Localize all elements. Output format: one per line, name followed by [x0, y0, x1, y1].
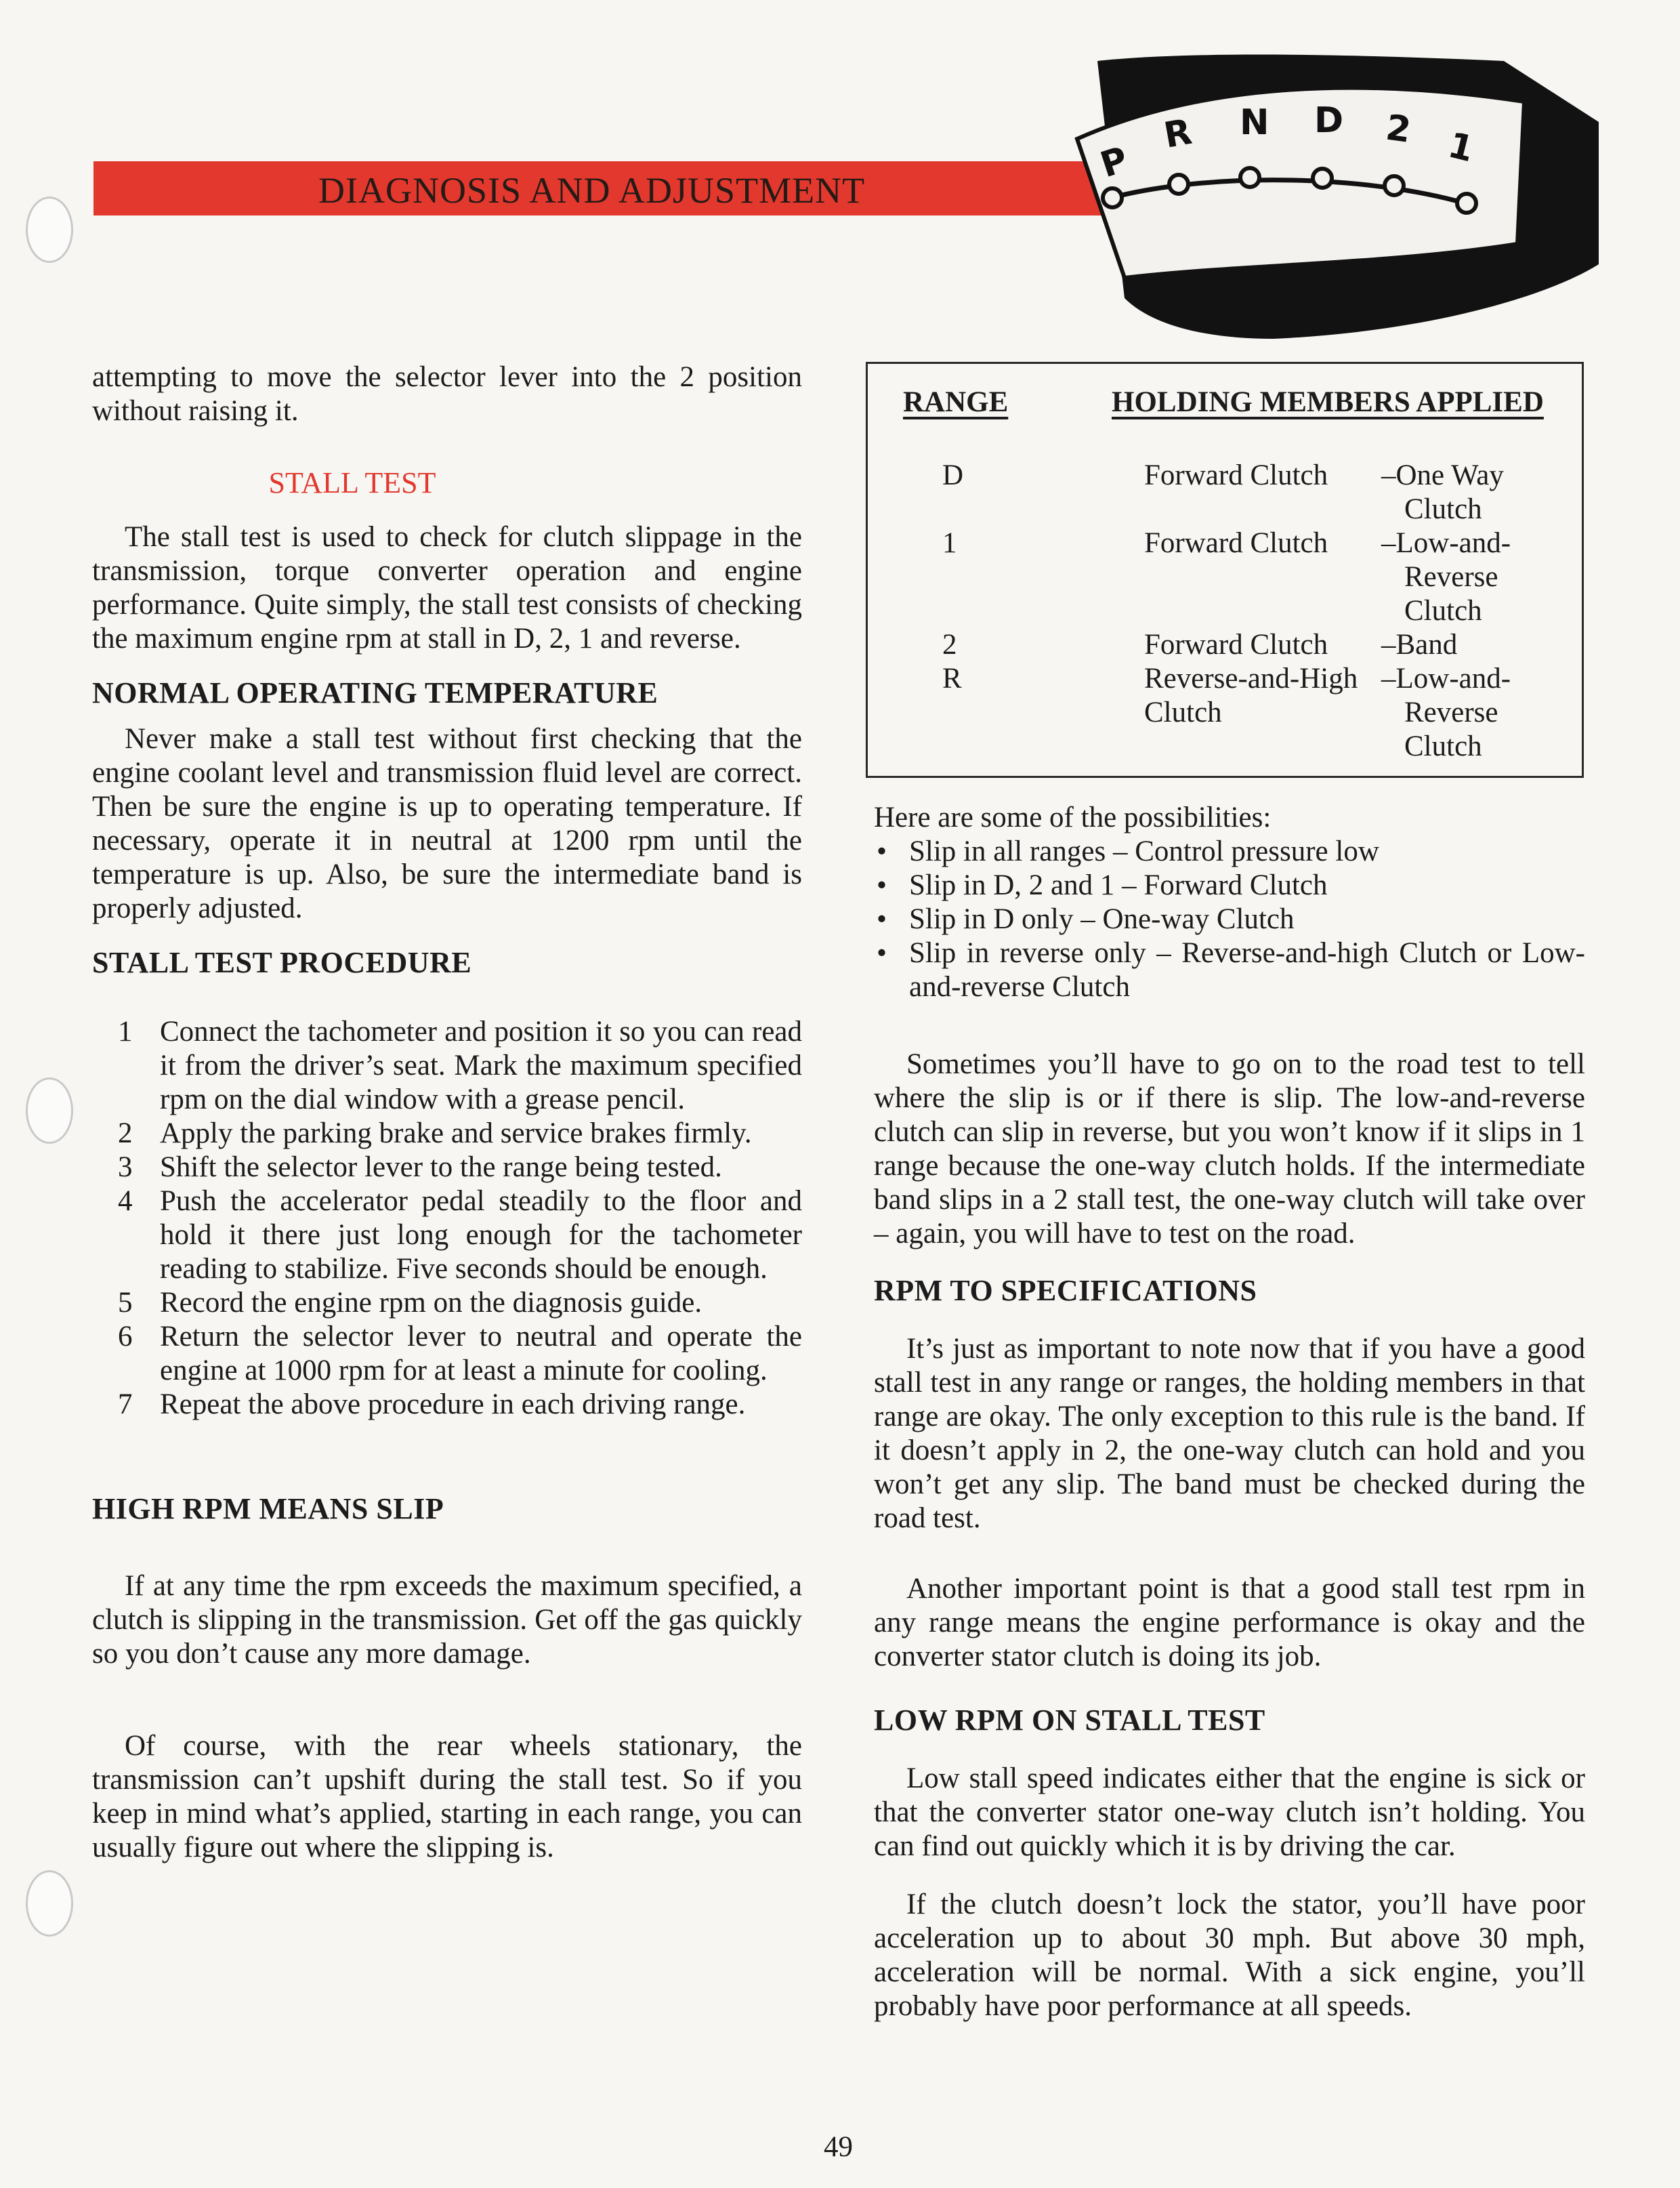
- procedure-step: 4 Push the accelerator pedal steadily to the floor and hold it there just long enough for the tachometer reading to stabilize. Five seconds should be enough.: [118, 1185, 802, 1285]
- possibilities-list: [874, 835, 1585, 1004]
- high-rpm-paragraph: If at any time the rpm exceeds the maximum specified, a clutch is slipping in the transmission. Get off the gas quickly so you don’t cause any more damage.: [92, 1570, 802, 1670]
- list-item: • Slip in all ranges – Control pressure low: [877, 835, 1379, 867]
- rear-wheels-paragraph: Of course, with the rear wheels stationary, the transmission can’t upshift during the stall test. So if you keep in mind what’s applied, starting in each range, you can usually figure out where the slipping is.: [92, 1730, 802, 1863]
- binder-hole-middle: [26, 1077, 73, 1144]
- selector-letter-p: P: [1095, 139, 1133, 186]
- right-column: [874, 801, 1585, 2023]
- holding-members-table: [866, 362, 1584, 778]
- table-cell-range: D: [942, 459, 964, 491]
- selector-letter-1: 1: [1444, 125, 1478, 171]
- table-header-range: RANGE: [903, 386, 1009, 418]
- table-cell-member: Forward Clutch: [1144, 527, 1328, 559]
- procedure-step: 2 Apply the parking brake and service brakes firmly.: [118, 1117, 752, 1149]
- normal-temp-paragraph: Never make a stall test without first checking that the engine coolant level and transmission fluid level are correct. Then be sure the engine is up to operating temperature. If necessary, operate it in neutral at 1200 rpm until the temperature is up. Also, be sure the intermediate band is properly adjusted.: [92, 723, 802, 924]
- list-item: • Slip in reverse only – Reverse-and-high Clutch or Low-and-reverse Clutch: [877, 937, 1585, 1003]
- binder-hole-top: [26, 197, 73, 263]
- table-cell-other: Reverse: [1404, 561, 1498, 593]
- procedure-step: 5 Record the engine rpm on the diagnosis guide.: [118, 1287, 702, 1319]
- gear-selector-illustration: [1070, 41, 1605, 352]
- table-cell-member: Forward Clutch: [1144, 459, 1328, 491]
- table-cell-other: –Band: [1381, 629, 1458, 661]
- stall-test-heading: STALL TEST: [268, 466, 436, 499]
- table-cell-member: Clutch: [1144, 697, 1222, 728]
- selector-letter-d: D: [1314, 100, 1344, 141]
- table-cell-other: Clutch: [1404, 595, 1482, 627]
- rpm-spec-paragraph: It’s just as important to note now that if you have a good stall test in any range or ranges, the holding members in that range are okay. The only exception to this rule is the band. If it doesn’t apply in 2, the one-way clutch can hold and you won’t get any slip. The band must be checked during the road test.: [874, 1333, 1585, 1534]
- procedure-step: 3 Shift the selector lever to the range being tested.: [118, 1151, 722, 1183]
- procedure-steps: [92, 1015, 802, 1422]
- list-item: • Slip in D only – One-way Clutch: [877, 903, 1295, 935]
- low-rpm-paragraph: Low stall speed indicates either that the engine is sick or that the converter stator one-way clutch isn’t holding. You can find out quickly which it is by driving the car.: [874, 1762, 1585, 1862]
- procedure-step: 7 Repeat the above procedure in each driving range.: [118, 1388, 746, 1420]
- page-number: 49: [824, 2131, 853, 2163]
- table-cell-other: Clutch: [1404, 730, 1482, 762]
- high-rpm-heading: HIGH RPM MEANS SLIP: [92, 1492, 444, 1525]
- table-cell-member: Reverse-and-High: [1144, 663, 1358, 695]
- normal-temp-heading: NORMAL OPERATING TEMPERATURE: [92, 676, 658, 709]
- possibilities-intro: Here are some of the possibilities:: [874, 802, 1272, 833]
- low-rpm-heading: LOW RPM ON STALL TEST: [874, 1704, 1265, 1737]
- table-header-members: HOLDING MEMBERS APPLIED: [1112, 386, 1544, 418]
- table-cell-other: –Low-and-: [1381, 527, 1511, 559]
- table-cell-member: Forward Clutch: [1144, 629, 1328, 661]
- stall-test-paragraph: The stall test is used to check for clutch slippage in the transmission, torque converter operation and engine performance. Quite simply, the stall test consists of checking the maximum engine rpm at stall in D, 2, 1 and reverse.: [92, 521, 802, 655]
- another-point-paragraph: Another important point is that a good stall test rpm in any range means the engine performance is okay and the converter stator clutch is doing its job.: [874, 1573, 1585, 1672]
- page-title: DIAGNOSIS AND ADJUSTMENT: [318, 170, 866, 211]
- table-cell-other: –One Way: [1381, 459, 1504, 491]
- gear-selector-icon: [1070, 41, 1605, 352]
- table-cell-range: 1: [942, 527, 957, 559]
- road-test-paragraph: Sometimes you’ll have to go on to the road test to tell where the slip is or if there is slip. The low-and-reverse clutch can slip in reverse, but you won’t know if it slips in 1 range because the one-way clutch holds. If the intermediate band slips in a 2 stall test, the one-way clutch will take over – again, you will have to test on the road.: [874, 1048, 1585, 1250]
- left-column: [92, 360, 802, 1865]
- table-cell-range: 2: [942, 629, 957, 661]
- rpm-spec-heading: RPM TO SPECIFICATIONS: [874, 1274, 1257, 1307]
- table-cell-range: R: [942, 663, 962, 695]
- procedure-step: 1 Connect the tachometer and position it so you can read it from the driver’s seat. Mark the maximum specified rpm on the dial window with a grease pencil.: [118, 1016, 802, 1115]
- table-cell-other: –Low-and-: [1381, 663, 1511, 695]
- table-cell-other: Reverse: [1404, 697, 1498, 728]
- list-item: • Slip in D, 2 and 1 – Forward Clutch: [877, 869, 1328, 901]
- stator-paragraph: If the clutch doesn’t lock the stator, you’ll have poor acceleration up to about 30 mph. But above 30 mph, acceleration will be normal. With a sick engine, you’ll probably have poor performance at all speeds.: [874, 1888, 1585, 2022]
- intro-paragraph: attempting to move the selector lever into the 2 position without raising it.: [92, 361, 802, 427]
- procedure-step: 6 Return the selector lever to neutral and operate the engine at 1000 rpm for at least a minute for cooling.: [118, 1321, 802, 1386]
- table-cell-other: Clutch: [1404, 493, 1482, 525]
- selector-letter-r: R: [1160, 111, 1195, 157]
- selector-letter-2: 2: [1383, 107, 1414, 151]
- selector-letter-n: N: [1240, 102, 1269, 143]
- binder-hole-bottom: [26, 1870, 73, 1937]
- procedure-heading: STALL TEST PROCEDURE: [92, 946, 472, 979]
